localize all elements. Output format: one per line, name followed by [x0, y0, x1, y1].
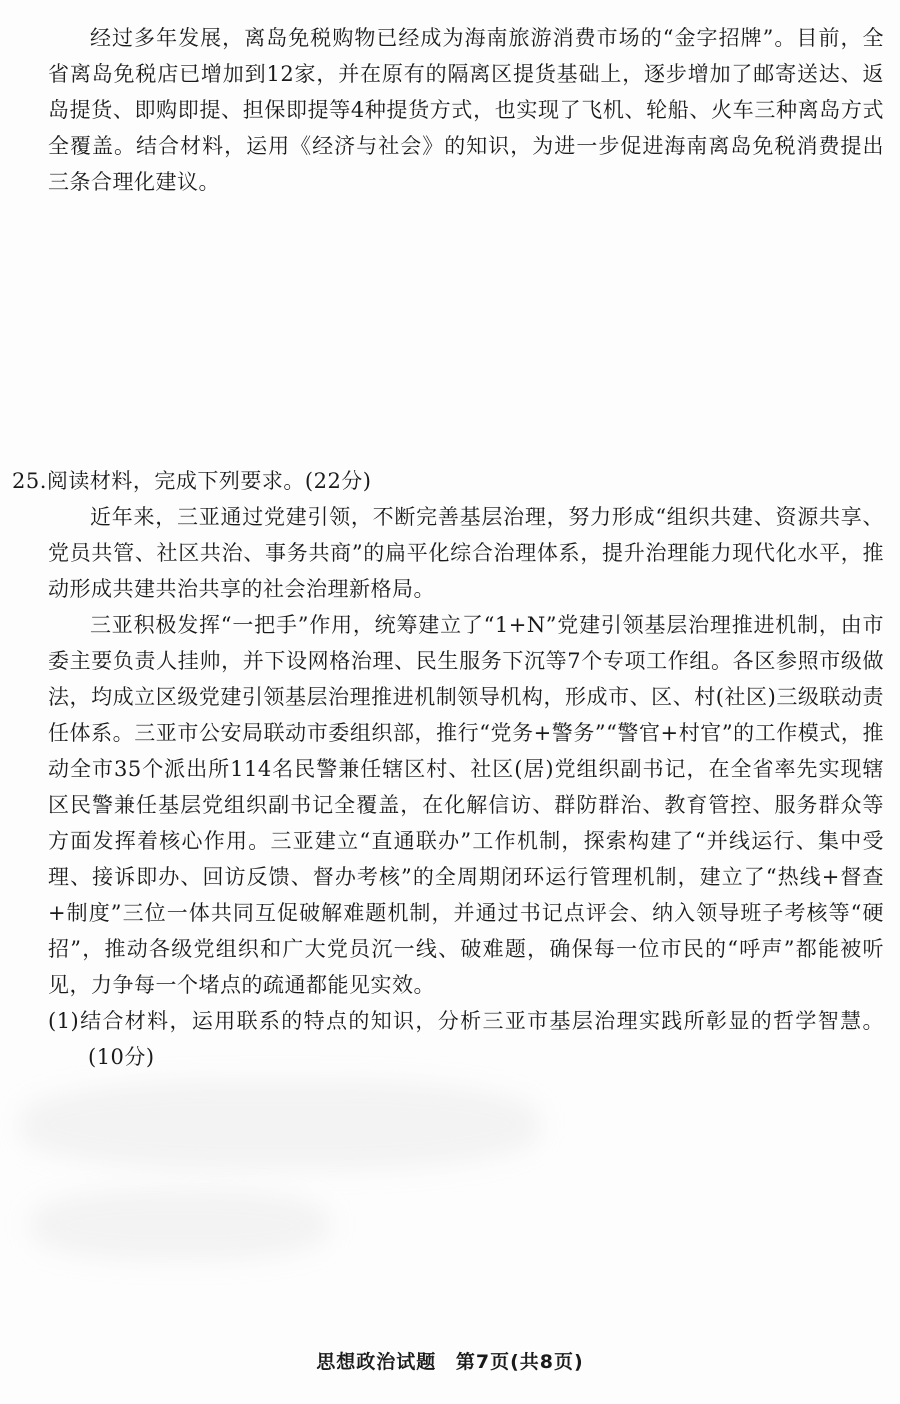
page-footer: [0, 1347, 900, 1374]
scan-smudge: [30, 1190, 330, 1260]
material-paragraph-2: 三亚积极发挥“一把手”作用，统筹建立了“1+N”党建引领基层治理推进机制，由市委主要负责人挂帅，并下设网格治理、民生服务下沉等7个专项工作组。各区参照市级做法，均成立区级党建引领基层治理推进机制领导机构，形成市、区、村(社区)三级联动责任体系。三亚市公安局联动市委组织部，推行“党务+警务”“警官+村官”的工作模式，推动全市35个派出所114名民警兼任辖区村、社区(居)党组织副书记，在全省率先实现辖区民警兼任基层党组织副书记全覆盖，在化解信访、群防群治、教育管控、服务群众等方面发挥着核心作用。三亚建立“直通联办”工作机制，探索构建了“并线运行、集中受理、接诉即办、回访反馈、督办考核”的全周期闭环运行管理机制，建立了“热线+督查+制度”三位一体共同互促破解难题机制，并通过书记点评会、纳入领导班子考核等“硬招”，推动各级党组织和广大党员沉一线、破难题，确保每一位市民的“呼声”都能被听见，力争每一个堵点的疏通都能见实效。: [48, 613, 884, 997]
question-title: 25.阅读材料，完成下列要求。(22分): [12, 469, 372, 493]
previous-question-text: 经过多年发展，离岛免税购物已经成为海南旅游消费市场的“金字招牌”。目前，全省离岛免税店已增加到12家，并在原有的隔离区提货基础上，逐步增加了邮寄送达、返岛提货、即购即提、担保即提等4种提货方式，也实现了飞机、轮船、火车三种离岛方式全覆盖。结合材料，运用《经济与社会》的知识，为进一步促进海南离岛免税消费提出三条合理化建议。: [48, 26, 884, 194]
footer-subject: 思想政治试题: [316, 1351, 437, 1373]
previous-question-block: [48, 20, 884, 200]
sub-question-1: (1)结合材料，运用联系的特点的知识，分析三亚市基层治理实践所彰显的哲学智慧。(10分): [48, 1009, 884, 1069]
material-paragraph-1: 近年来，三亚通过党建引领，不断完善基层治理，努力形成“组织共建、资源共享、党员共管、社区共治、事务共商”的扁平化综合治理体系，提升治理能力现代化水平，推动形成共建共治共享的社会治理新格局。: [48, 505, 884, 601]
question-25: [12, 463, 884, 1075]
scan-smudge: [20, 1080, 540, 1170]
footer-page-number: 第7页(共8页): [455, 1351, 584, 1373]
